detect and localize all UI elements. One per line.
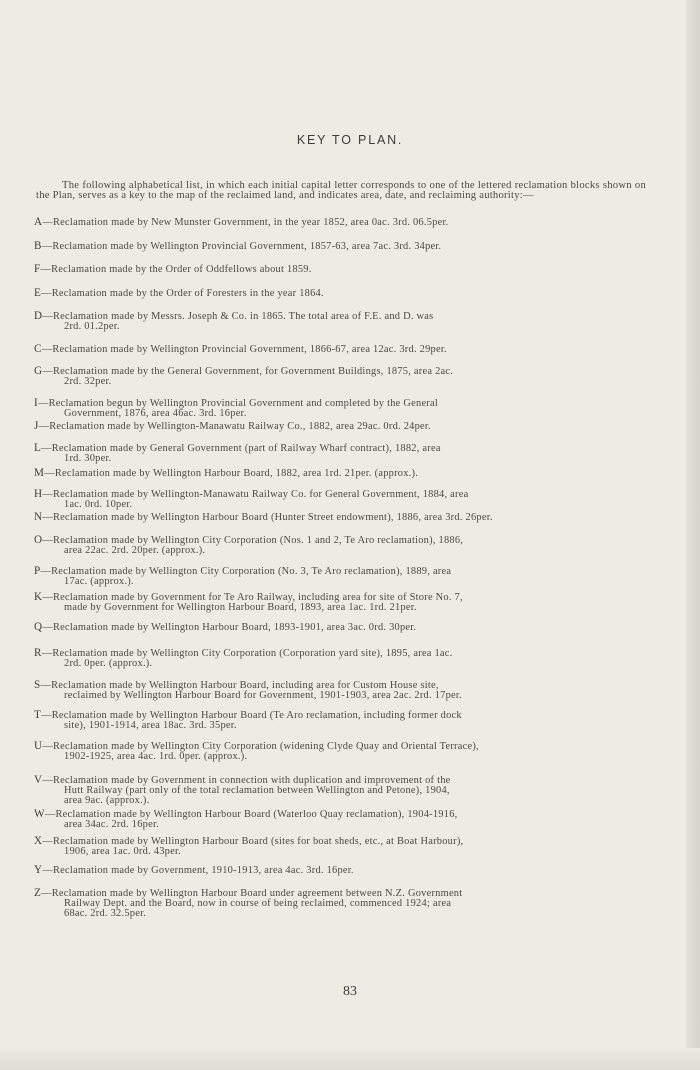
reclamation-entry-o bbox=[34, 535, 646, 556]
block-letter: Z bbox=[34, 887, 42, 899]
entry-description: —Reclamation made by the General Government, for Government Buildings, 1875, area 2ac. bbox=[42, 366, 454, 377]
block-letter: K bbox=[34, 591, 43, 603]
entry-continuation: made by Government for Wellington Harbour Board, 1893, area 1ac. 1rd. 21per. bbox=[64, 602, 417, 613]
reclamation-entry-c bbox=[34, 344, 646, 355]
entry-description: —Reclamation made by the Order of Oddfellows about 1859. bbox=[40, 264, 312, 275]
entry-continuation: Hutt Railway (part only of the total reclamation between Wellington and Petone), 1904, area 9ac. (approx.). bbox=[64, 785, 450, 806]
block-letter: E bbox=[34, 287, 42, 299]
entry-text bbox=[34, 468, 418, 479]
entry-description: —Reclamation made by Wellington Harbour Board under agreement between N.Z. Government bbox=[41, 888, 463, 899]
entry-text bbox=[34, 344, 447, 355]
reclamation-entry-v bbox=[34, 775, 646, 806]
entry-description: —Reclamation made by the Order of Foresters in the year 1864. bbox=[41, 288, 324, 299]
entry-text bbox=[34, 421, 431, 432]
block-letter: P bbox=[34, 565, 41, 577]
block-letter: L bbox=[34, 442, 42, 454]
block-letter: S bbox=[34, 679, 41, 691]
reclamation-entry-z bbox=[34, 888, 646, 919]
entry-continuation: 17ac. (approx.). bbox=[64, 576, 134, 587]
entry-continuation: site), 1901-1914, area 18ac. 3rd. 35per. bbox=[64, 720, 237, 731]
block-letter: U bbox=[34, 740, 43, 752]
block-letter: F bbox=[34, 263, 41, 275]
entry-description: —Reclamation made by Wellington-Manawatu Railway Co. for General Government, 1884, area bbox=[42, 489, 469, 500]
block-letter: O bbox=[34, 534, 43, 546]
reclamation-entry-f bbox=[34, 264, 646, 275]
block-letter: Q bbox=[34, 621, 43, 633]
entry-continuation: 2rd. 32per. bbox=[64, 376, 112, 387]
reclamation-entry-n bbox=[34, 512, 646, 523]
reclamation-entry-t bbox=[34, 710, 646, 731]
entry-description: —Reclamation made by Wellington-Manawatu Railway Co., 1882, area 29ac. 0rd. 24per. bbox=[38, 421, 431, 432]
block-letter: I bbox=[34, 397, 38, 409]
entry-description: —Reclamation made by Wellington City Corporation (No. 3, Te Aro reclamation), 1889, area bbox=[40, 566, 452, 577]
entry-description: —Reclamation begun by Wellington Provincial Government and completed by the General bbox=[37, 398, 439, 409]
block-letter: R bbox=[34, 647, 42, 659]
entry-description: —Reclamation made by Wellington City Corporation (widening Clyde Quay and Oriental Terrace), bbox=[42, 741, 479, 752]
entry-text bbox=[34, 217, 448, 228]
entry-description: —Reclamation made by Government, 1910-1913, area 4ac. 3rd. 16per. bbox=[42, 865, 354, 876]
entry-description: —Reclamation made by Government for Te Aro Railway, including area for site of Store No. 7, bbox=[42, 592, 463, 603]
entry-description: —Reclamation made by Wellington Harbour Board, 1882, area 1rd. 21per. (approx.). bbox=[44, 468, 419, 479]
entry-description: —Reclamation made by Wellington Harbour Board (Hunter Street endowment), 1886, area 3rd. 26per. bbox=[42, 512, 493, 523]
entry-continuation: reclaimed by Wellington Harbour Board for Government, 1901-1903, area 2ac. 2rd. 17per. bbox=[64, 690, 462, 701]
reclamation-entry-m bbox=[34, 468, 646, 479]
reclamation-entry-x bbox=[34, 836, 646, 857]
entry-description: —Reclamation made by Wellington Harbour Board, including area for Custom House site, bbox=[40, 680, 439, 691]
entry-text bbox=[34, 288, 324, 299]
block-letter: M bbox=[34, 467, 45, 479]
block-letter: T bbox=[34, 709, 42, 721]
reclamation-entry-y bbox=[34, 865, 646, 876]
page-edge-shadow bbox=[686, 0, 700, 1070]
entry-description: —Reclamation made by New Munster Government, in the year 1852, area 0ac. 3rd. 06.5per. bbox=[42, 217, 449, 228]
entry-continuation: Railway Dept. and the Board, now in course of being reclaimed, commenced 1924; area 68ac. 2rd. 32.5per. bbox=[64, 898, 452, 919]
reclamation-entry-w bbox=[34, 809, 646, 830]
block-letter: H bbox=[34, 488, 43, 500]
reclamation-entry-p bbox=[34, 566, 646, 587]
entry-continuation: 1ac. 0rd. 10per. bbox=[64, 499, 133, 510]
entry-continuation: Government, 1876, area 46ac. 3rd. 16per. bbox=[64, 408, 247, 419]
block-letter: X bbox=[34, 835, 43, 847]
block-letter: B bbox=[34, 240, 42, 252]
block-letter: N bbox=[34, 511, 43, 523]
block-letter: C bbox=[34, 343, 42, 355]
entry-continuation: 2rd. 0per. (approx.). bbox=[64, 658, 153, 669]
entry-continuation: 1902-1925, area 4ac. 1rd. 0per. (approx.). bbox=[64, 751, 248, 762]
entry-description: —Reclamation made by Wellington Harbour Board (sites for boat sheds, etc., at Boat Harbour), bbox=[42, 836, 464, 847]
entry-description: —Reclamation made by Wellington Harbour Board (Waterloo Quay reclamation), 1904-1916, bbox=[44, 809, 458, 820]
entry-text bbox=[34, 622, 416, 633]
reclamation-entry-h bbox=[34, 489, 646, 510]
entry-description: —Reclamation made by Government in connection with duplication and improvement of the bbox=[42, 775, 451, 786]
page-title: KEY TO PLAN. bbox=[296, 133, 404, 147]
entry-description: —Reclamation made by Messrs. Joseph & Co. in 1865. The total area of F.E. and D. was bbox=[42, 311, 434, 322]
block-letter: V bbox=[34, 774, 43, 786]
reclamation-entry-r bbox=[34, 648, 646, 669]
reclamation-entry-l bbox=[34, 443, 646, 464]
entry-description: —Reclamation made by Wellington Harbour Board, 1893-1901, area 3ac. 0rd. 30per. bbox=[42, 622, 417, 633]
reclamation-entry-q bbox=[34, 622, 646, 633]
entry-description: —Reclamation made by Wellington Provincial Government, 1866-67, area 12ac. 3rd. 29per. bbox=[41, 344, 447, 355]
block-letter: J bbox=[34, 420, 39, 432]
entry-continuation: 1rd. 30per. bbox=[64, 453, 112, 464]
page-bottom-shadow bbox=[0, 1048, 700, 1070]
reclamation-entry-j bbox=[34, 421, 646, 432]
entry-text bbox=[34, 264, 312, 275]
reclamation-entry-b bbox=[34, 241, 646, 252]
block-letter: G bbox=[34, 365, 43, 377]
entry-text bbox=[34, 512, 493, 523]
reclamation-entry-a bbox=[34, 217, 646, 228]
reclamation-entry-g bbox=[34, 366, 646, 387]
block-letter: D bbox=[34, 310, 43, 322]
entry-description: —Reclamation made by Wellington City Corporation (Corporation yard site), 1895, area 1ac. bbox=[41, 648, 453, 659]
block-letter: W bbox=[34, 808, 45, 820]
reclamation-entry-s bbox=[34, 680, 646, 701]
intro-paragraph: The following alphabetical list, in which each initial capital letter corresponds to one of the lettered reclamation blocks shown on the Plan, serves as a key to the map of the reclaimed land, and indicates area, date, and reclaiming authority:— bbox=[36, 180, 646, 201]
block-letter: A bbox=[34, 216, 43, 228]
reclamation-entry-d bbox=[34, 311, 646, 332]
entry-description: —Reclamation made by Wellington Provincial Government, 1857-63, area 7ac. 3rd. 34per. bbox=[41, 241, 442, 252]
entry-description: —Reclamation made by Wellington City Corporation (Nos. 1 and 2, Te Aro reclamation), 1886, bbox=[42, 535, 464, 546]
entry-text bbox=[34, 865, 354, 876]
reclamation-entry-e bbox=[34, 288, 646, 299]
entry-description: —Reclamation made by General Government (part of Railway Wharf contract), 1882, area bbox=[41, 443, 441, 454]
entry-text bbox=[34, 241, 441, 252]
entry-description: —Reclamation made by Wellington Harbour Board (Te Aro reclamation, including former dock bbox=[41, 710, 462, 721]
block-letter: Y bbox=[34, 864, 43, 876]
reclamation-entry-k bbox=[34, 592, 646, 613]
entry-continuation: area 34ac. 2rd. 16per. bbox=[64, 819, 159, 830]
entry-continuation: area 22ac. 2rd. 20per. (approx.). bbox=[64, 545, 206, 556]
page-number: 83 bbox=[343, 984, 357, 999]
entry-continuation: 2rd. 01.2per. bbox=[64, 321, 120, 332]
reclamation-entry-i bbox=[34, 398, 646, 419]
entry-continuation: 1906, area 1ac. 0rd. 43per. bbox=[64, 846, 181, 857]
reclamation-entry-u bbox=[34, 741, 646, 762]
